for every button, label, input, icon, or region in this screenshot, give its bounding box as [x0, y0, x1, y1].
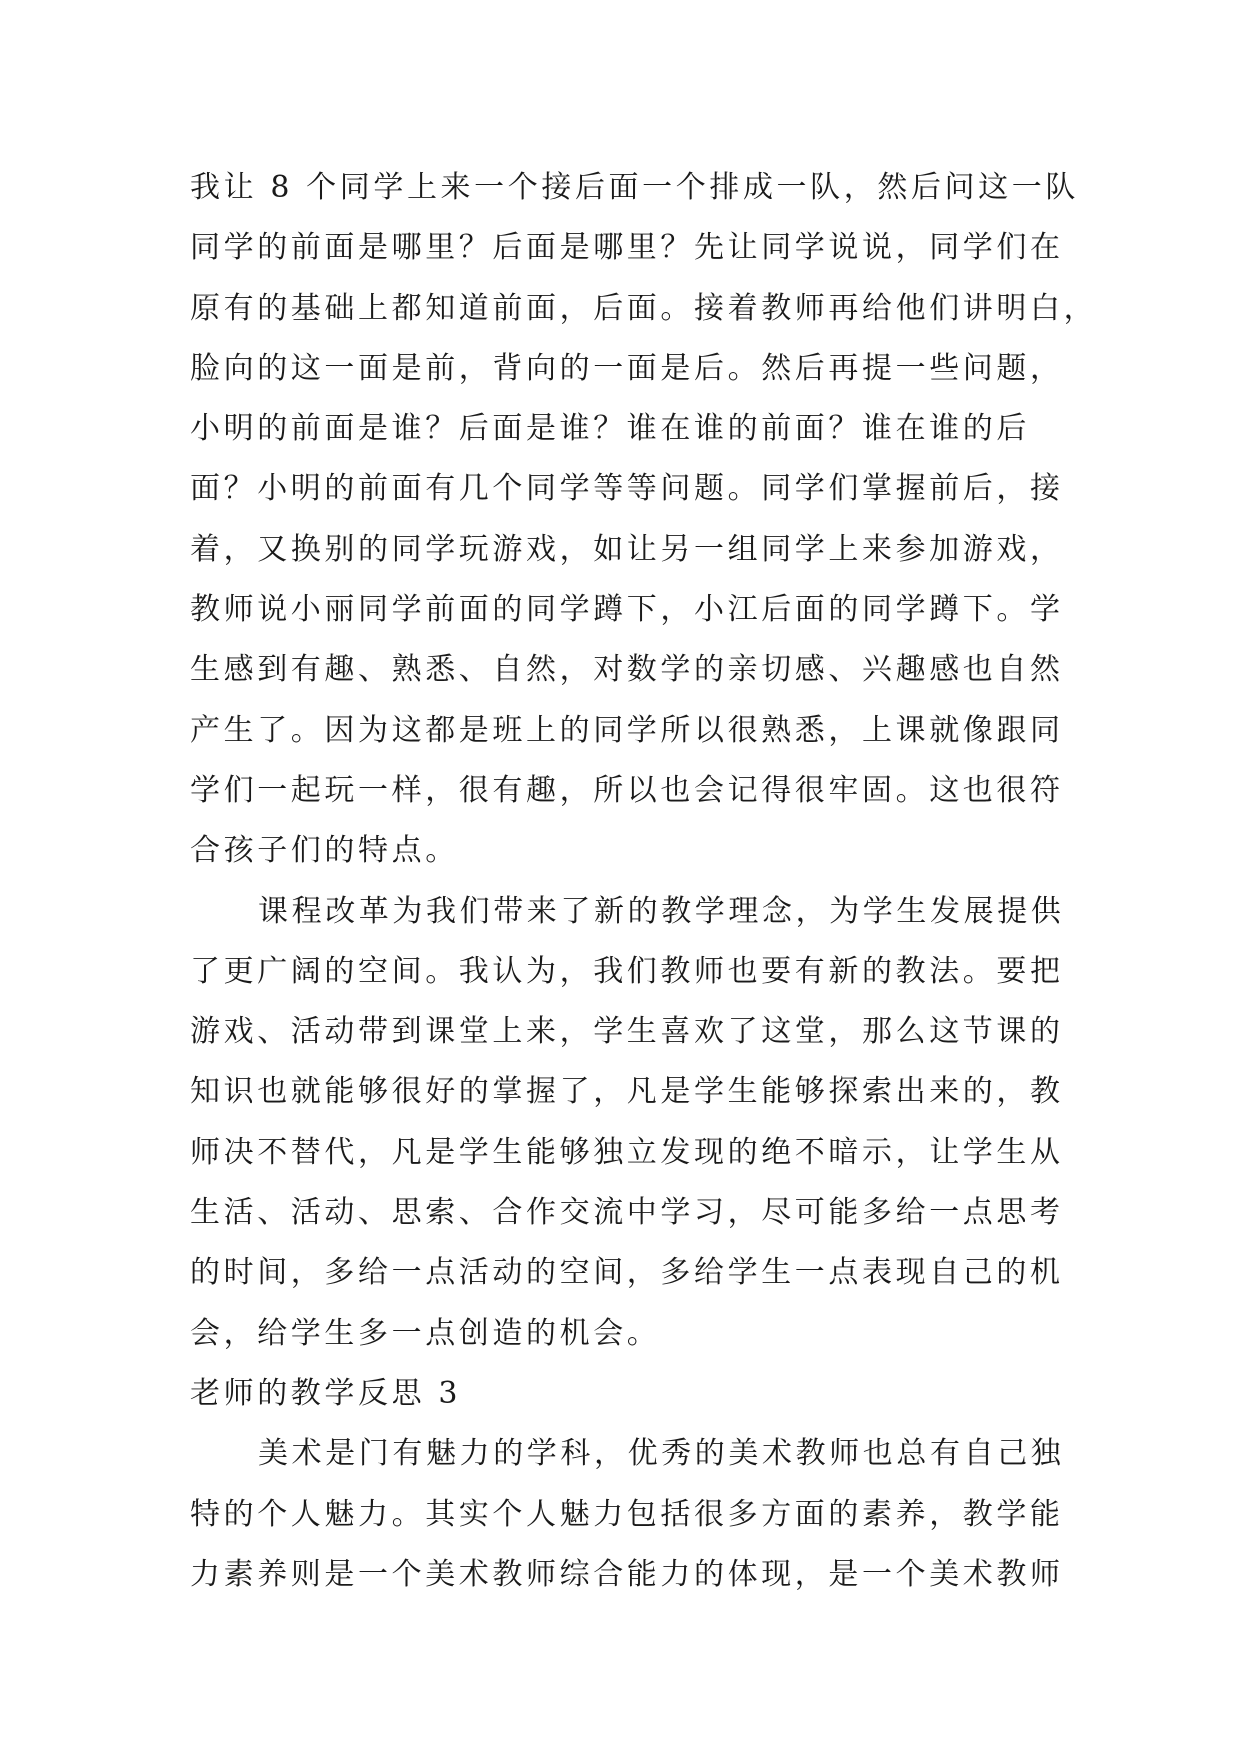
text-line: 的时间，多给一点活动的空间，多给学生一点表现自己的机 [190, 1255, 1064, 1291]
text-line: 游戏、活动带到课堂上来，学生喜欢了这堂，那么这节课的 [190, 1014, 1064, 1050]
text-line: 知识也就能够很好的掌握了，凡是学生能够探索出来的，教 [190, 1074, 1064, 1110]
text-line: 同学的前面是哪里？后面是哪里？先让同学说说，同学们在 [190, 230, 1064, 266]
text-line: 学们一起玩一样，很有趣，所以也会记得很牢固。这也很符 [190, 772, 1064, 808]
paragraph-2 [190, 882, 1065, 1364]
paragraph-3 [190, 1424, 1065, 1605]
text-line: 生感到有趣、熟悉、自然，对数学的亲切感、兴趣感也自然 [190, 652, 1064, 688]
text-line-indented: 美术是门有魅力的学科，优秀的美术教师也总有自己独 [258, 1436, 1065, 1472]
text-line: 面？小明的前面有几个同学等等问题。同学们掌握前后，接 [190, 471, 1064, 507]
text-line: 我让 8 个同学上来一个接后面一个排成一队，然后问这一队 [190, 170, 1079, 205]
text-line: 教师说小丽同学前面的同学蹲下，小江后面的同学蹲下。学 [190, 592, 1064, 628]
document-body [190, 158, 1098, 1605]
text-line: 产生了。因为这都是班上的同学所以很熟悉，上课就像跟同 [190, 712, 1064, 748]
text-line: 生活、活动、思索、合作交流中学习，尽可能多给一点思考 [190, 1195, 1064, 1231]
text-line: 小明的前面是谁？后面是谁？谁在谁的前面？谁在谁的后 [190, 411, 1030, 447]
section-heading [190, 1364, 1060, 1424]
heading-text: 老师的教学反思 3 [190, 1375, 462, 1411]
text-line: 会，给学生多一点创造的机会。 [190, 1315, 661, 1351]
text-line: 着，又换别的同学玩游戏，如让另一组同学上来参加游戏， [190, 531, 1064, 567]
text-line: 特的个人魅力。其实个人魅力包括很多方面的素养，教学能 [190, 1496, 1064, 1532]
text-line: 师决不替代，凡是学生能够独立发现的绝不暗示，让学生从 [190, 1134, 1064, 1170]
text-line: 原有的基础上都知道前面，后面。接着教师再给他们讲明白， [190, 290, 1098, 326]
text-line-indented: 课程改革为我们带来了新的教学理念，为学生发展提供 [258, 893, 1065, 929]
text-line: 合孩子们的特点。 [190, 833, 459, 869]
text-line: 脸向的这一面是前，背向的一面是后。然后再提一些问题， [190, 350, 1064, 386]
text-line: 了更广阔的空间。我认为，我们教师也要有新的教法。要把 [190, 953, 1064, 989]
paragraph-1 [190, 158, 1098, 882]
text-line: 力素养则是一个美术教师综合能力的体现，是一个美术教师 [190, 1556, 1064, 1592]
